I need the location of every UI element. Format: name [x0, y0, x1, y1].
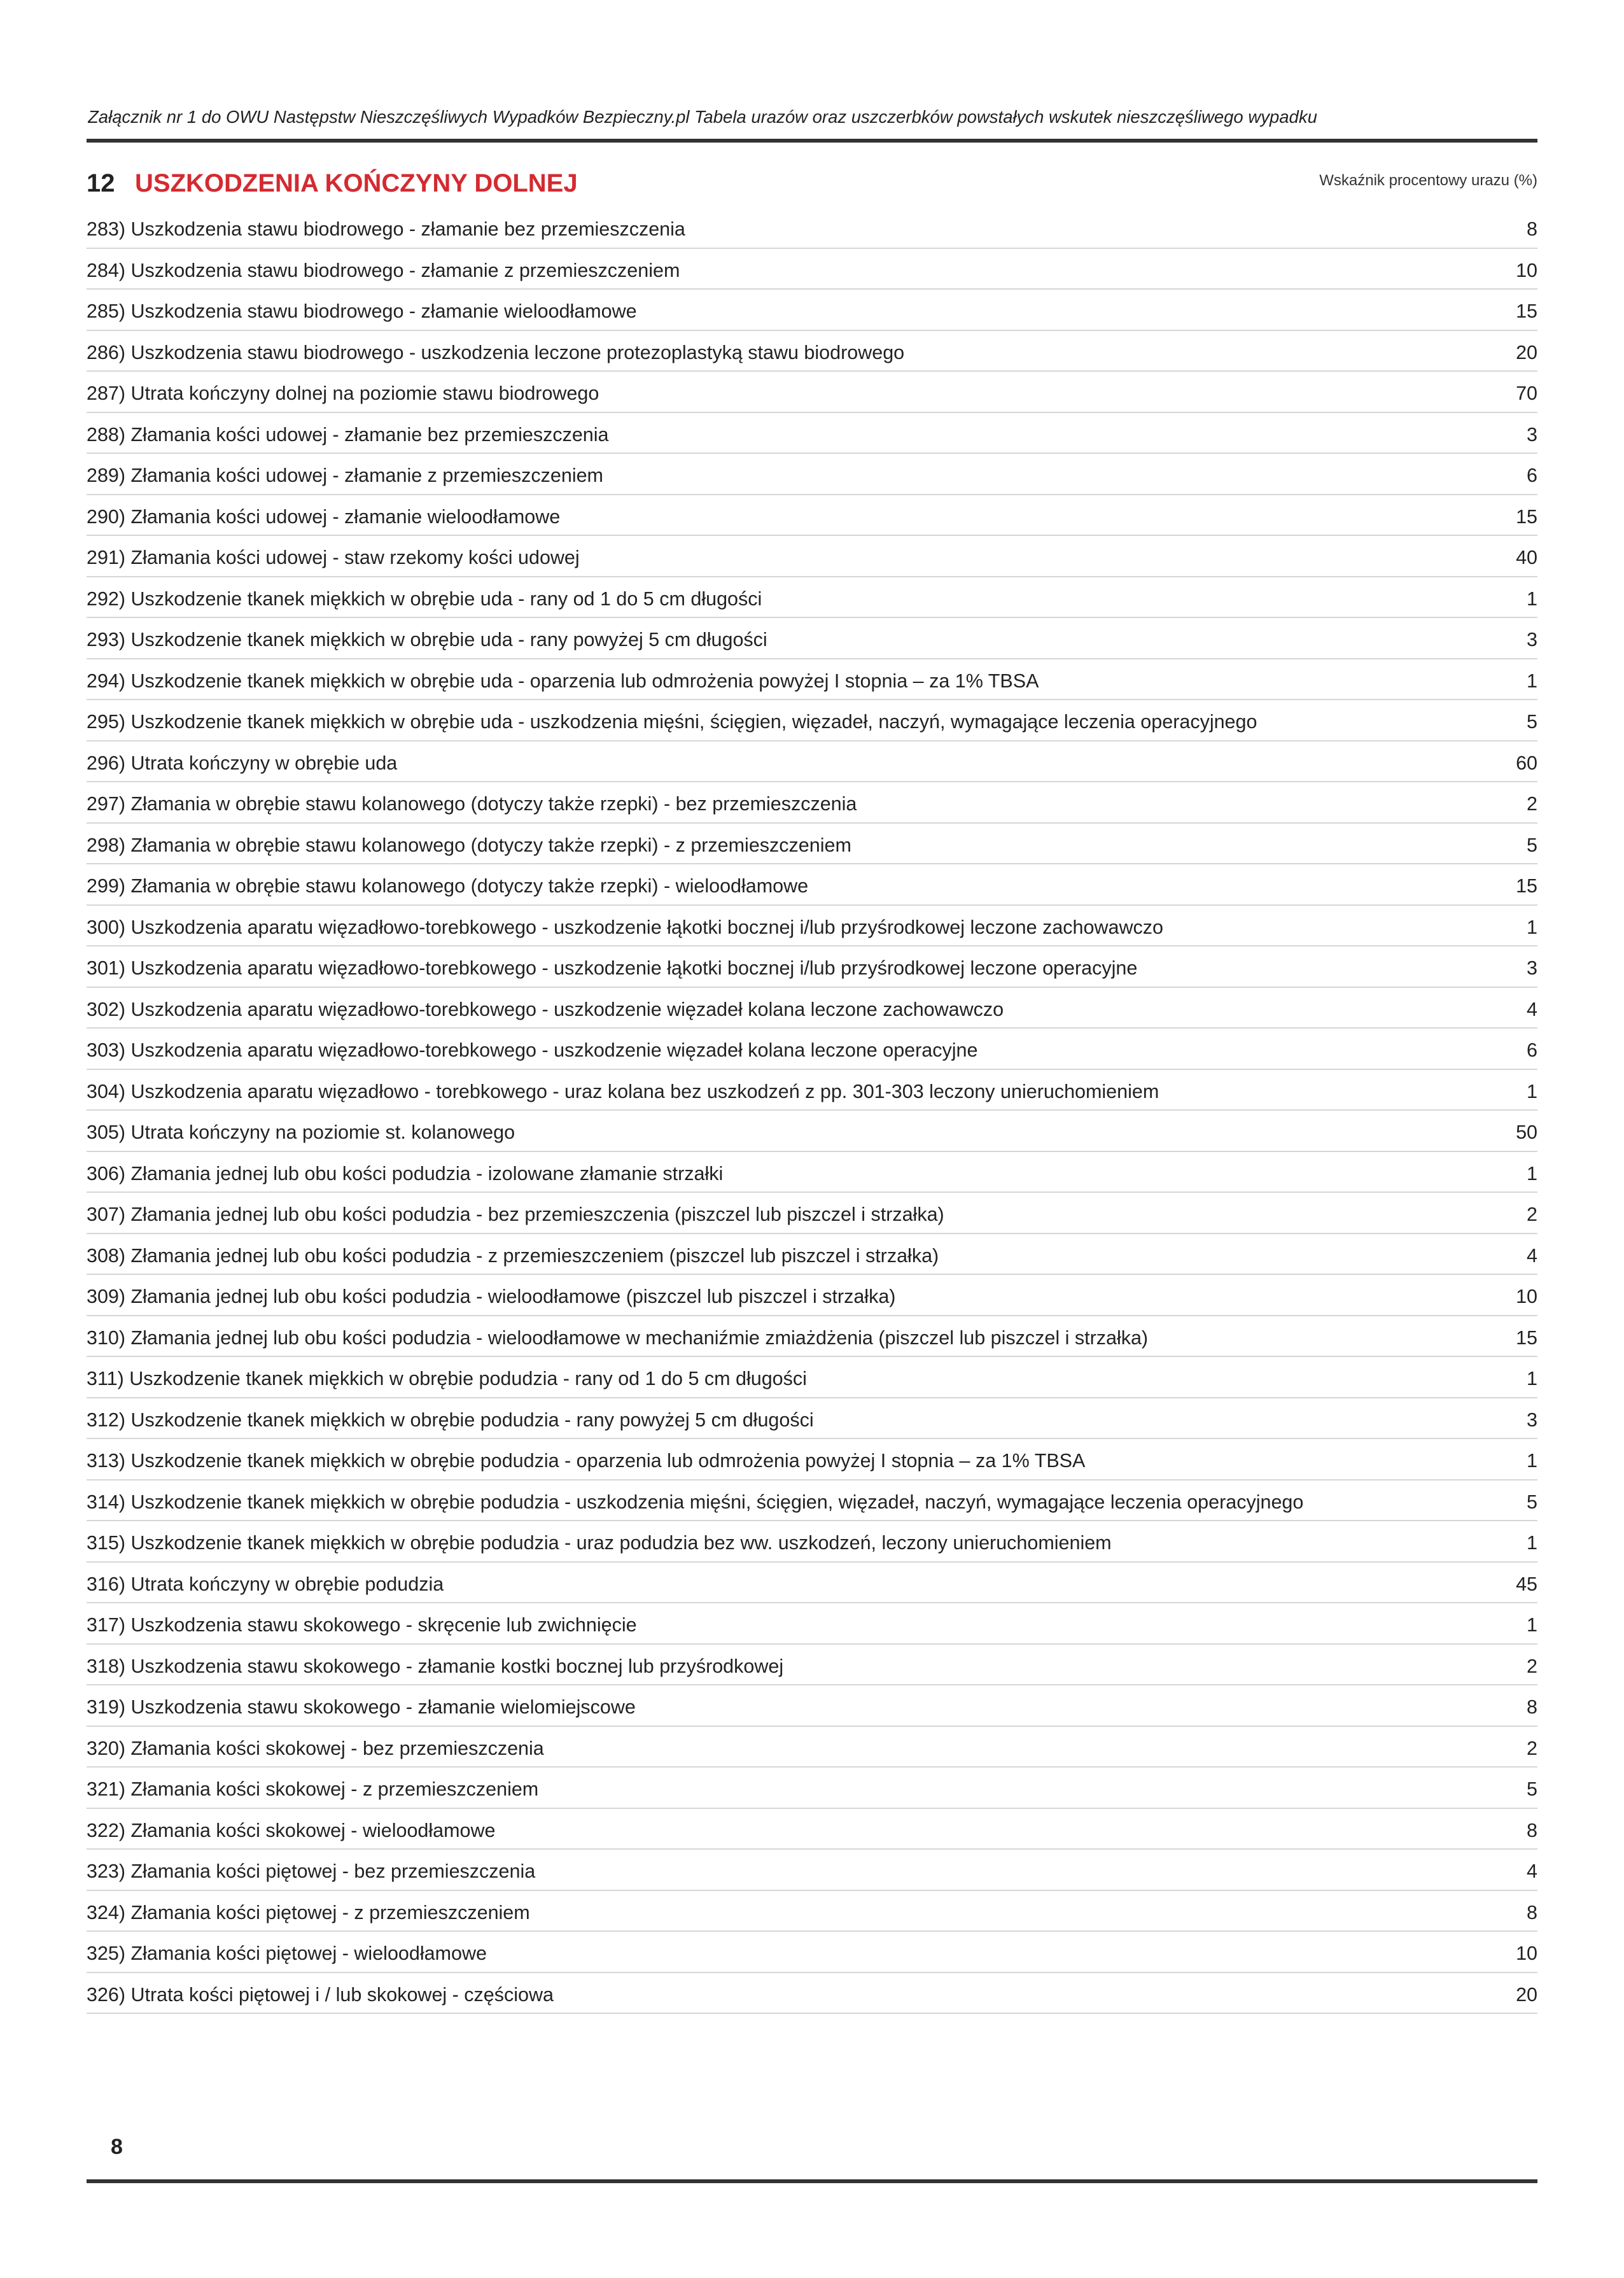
injury-description: 295) Uszkodzenie tkanek miękkich w obrębie uda - uszkodzenia mięśni, ścięgien, więzadeł, naczyń, wymagające leczenia operacyjnego [87, 711, 1257, 733]
injury-description: 314) Uszkodzenie tkanek miękkich w obrębie podudzia - uszkodzenia mięśni, ścięgien, więzadeł, naczyń, wymagające leczenia operacyjnego [87, 1491, 1304, 1513]
injury-description: 288) Złamania kości udowej - złamanie bez przemieszczenia [87, 423, 609, 446]
injury-percentage: 8 [1527, 1901, 1537, 1923]
injury-percentage: 5 [1527, 834, 1537, 856]
table-row [87, 331, 1537, 372]
injury-percentage: 5 [1527, 711, 1537, 733]
injury-percentage: 6 [1527, 1039, 1537, 1061]
injury-percentage: 3 [1527, 629, 1537, 650]
injury-percentage: 1 [1527, 670, 1537, 692]
table-row [87, 988, 1537, 1029]
table-row [87, 1809, 1537, 1850]
injury-percentage: 2 [1527, 1204, 1537, 1225]
injury-description: 310) Złamania jednej lub obu kości podudzia - wieloodłamowe w mechaniźmie zmiażdżenia (piszczel lub piszczel i strzałka) [87, 1326, 1149, 1349]
injury-description: 306) Złamania jednej lub obu kości podudzia - izolowane złamanie strzałki [87, 1162, 724, 1185]
table-row [87, 207, 1537, 249]
table-row [87, 1439, 1537, 1480]
injury-percentage: 15 [1516, 300, 1537, 322]
injury-description: 318) Uszkodzenia stawu skokowego - złamanie kostki bocznej lub przyśrodkowej [87, 1655, 784, 1677]
injury-table [87, 207, 1537, 2014]
injury-percentage: 8 [1527, 1819, 1537, 1841]
table-row [87, 1398, 1537, 1440]
injury-description: 317) Uszkodzenia stawu skokowego - skręcenie lub zwichnięcie [87, 1614, 637, 1636]
injury-percentage: 4 [1527, 998, 1537, 1020]
table-row [87, 454, 1537, 495]
injury-description: 320) Złamania kości skokowej - bez przemieszczenia [87, 1737, 544, 1759]
injury-description: 322) Złamania kości skokowej - wieloodłamowe [87, 1819, 496, 1841]
injury-percentage: 3 [1527, 1409, 1537, 1431]
table-row [87, 1645, 1537, 1686]
injury-percentage: 10 [1516, 259, 1537, 281]
injury-description: 299) Złamania w obrębie stawu kolanowego (dotyczy także rzepki) - wieloodłamowe [87, 875, 809, 897]
injury-description: 297) Złamania w obrębie stawu kolanowego (dotyczy także rzepki) - bez przemieszczenia [87, 793, 857, 815]
injury-percentage: 40 [1516, 547, 1537, 568]
injury-percentage: 15 [1516, 875, 1537, 897]
table-row [87, 1768, 1537, 1809]
injury-percentage: 5 [1527, 1778, 1537, 1800]
injury-percentage: 1 [1527, 587, 1537, 610]
section-number: 12 [87, 169, 115, 197]
injury-percentage: 3 [1527, 957, 1537, 979]
injury-description: 293) Uszkodzenie tkanek miękkich w obrębie uda - rany powyżej 5 cm długości [87, 629, 767, 650]
injury-description: 324) Złamania kości piętowej - z przemieszczeniem [87, 1901, 530, 1923]
injury-description: 294) Uszkodzenie tkanek miękkich w obrębie uda - oparzenia lub odmrożenia powyżej I stopnia – za 1% TBSA [87, 670, 1039, 692]
table-row [87, 782, 1537, 824]
table-row [87, 1234, 1537, 1276]
table-row [87, 577, 1537, 619]
table-row [87, 946, 1537, 988]
table-row [87, 1357, 1537, 1398]
table-row [87, 1316, 1537, 1358]
table-row [87, 290, 1537, 331]
injury-percentage: 4 [1527, 1244, 1537, 1267]
injury-description: 300) Uszkodzenia aparatu więzadłowo-torebkowego - uszkodzenie łąkotki bocznej i/lub przyśrodkowej leczone zachowawczo [87, 916, 1163, 938]
injury-description: 285) Uszkodzenia stawu biodrowego - złamanie wieloodłamowe [87, 300, 637, 322]
table-row [87, 495, 1537, 537]
injury-description: 287) Utrata kończyny dolnej na poziomie stawu biodrowego [87, 383, 599, 404]
injury-percentage: 2 [1527, 1737, 1537, 1759]
injury-percentage: 1 [1527, 916, 1537, 938]
injury-description: 326) Utrata kości piętowej i / lub skokowej - częściowa [87, 1983, 554, 2006]
injury-description: 315) Uszkodzenie tkanek miękkich w obrębie podudzia - uraz podudzia bez ww. uszkodzeń, leczony unieruchomieniem [87, 1532, 1112, 1554]
injury-percentage: 3 [1527, 423, 1537, 446]
injury-percentage: 8 [1527, 1696, 1537, 1718]
table-row [87, 700, 1537, 742]
injury-description: 291) Złamania kości udowej - staw rzekomy kości udowej [87, 547, 580, 568]
table-row [87, 1275, 1537, 1316]
table-row [87, 1727, 1537, 1768]
table-row [87, 1685, 1537, 1727]
document-header-note: Załącznik nr 1 do OWU Następstw Nieszczęśliwych Wypadków Bezpieczny.pl Tabela urazów oraz uszczerbków powstałych wskutek nieszczęśliwego wypadku [88, 107, 1317, 127]
injury-percentage: 1 [1527, 1080, 1537, 1102]
injury-percentage: 20 [1516, 1983, 1537, 2006]
injury-description: 311) Uszkodzenie tkanek miękkich w obrębie podudzia - rany od 1 do 5 cm długości [87, 1368, 807, 1389]
injury-description: 301) Uszkodzenia aparatu więzadłowo-torebkowego - uszkodzenie łąkotki bocznej i/lub przyśrodkowej leczone operacyjne [87, 957, 1138, 979]
table-row [87, 742, 1537, 783]
table-row [87, 1932, 1537, 1973]
table-row [87, 1563, 1537, 1604]
injury-description: 290) Złamania kości udowej - złamanie wieloodłamowe [87, 505, 561, 528]
injury-description: 302) Uszkodzenia aparatu więzadłowo-torebkowego - uszkodzenie więzadeł kolana leczone zachowawczo [87, 998, 1004, 1020]
injury-percentage: 2 [1527, 1655, 1537, 1677]
injury-percentage: 60 [1516, 752, 1537, 774]
injury-description: 303) Uszkodzenia aparatu więzadłowo-torebkowego - uszkodzenie więzadeł kolana leczone operacyjne [87, 1039, 978, 1061]
section-title: USZKODZENIA KOŃCZYNY DOLNEJ [135, 169, 578, 197]
injury-description: 289) Złamania kości udowej - złamanie z przemieszczeniem [87, 465, 603, 486]
injury-description: 319) Uszkodzenia stawu skokowego - złamanie wielomiejscowe [87, 1696, 636, 1718]
injury-percentage: 1 [1527, 1368, 1537, 1389]
injury-description: 296) Utrata kończyny w obrębie uda [87, 752, 398, 774]
table-row [87, 1193, 1537, 1234]
injury-description: 321) Złamania kości skokowej - z przemieszczeniem [87, 1778, 539, 1800]
table-row [87, 824, 1537, 865]
injury-percentage: 10 [1516, 1286, 1537, 1307]
injury-percentage: 45 [1516, 1573, 1537, 1595]
injury-description: 286) Uszkodzenia stawu biodrowego - uszkodzenia leczone protezoplastyką stawu biodrowego [87, 341, 905, 363]
table-row [87, 413, 1537, 454]
table-row [87, 1521, 1537, 1563]
injury-description: 307) Złamania jednej lub obu kości podudzia - bez przemieszczenia (piszczel lub piszczel i strzałka) [87, 1204, 944, 1225]
injury-percentage: 20 [1516, 341, 1537, 363]
table-row [87, 1603, 1537, 1645]
injury-description: 325) Złamania kości piętowej - wieloodłamowe [87, 1943, 487, 1964]
injury-description: 316) Utrata kończyny w obrębie podudzia [87, 1573, 444, 1595]
injury-percentage: 50 [1516, 1121, 1537, 1143]
injury-percentage: 1 [1527, 1450, 1537, 1472]
footer-divider [87, 2179, 1537, 2183]
injury-description: 323) Złamania kości piętowej - bez przemieszczenia [87, 1860, 536, 1882]
injury-percentage: 2 [1527, 793, 1537, 815]
injury-percentage: 15 [1516, 505, 1537, 528]
injury-description: 298) Złamania w obrębie stawu kolanowego (dotyczy także rzepki) - z przemieszczeniem [87, 834, 851, 856]
injury-description: 313) Uszkodzenie tkanek miękkich w obrębie podudzia - oparzenia lub odmrożenia powyżej I stopnia – za 1% TBSA [87, 1450, 1086, 1472]
table-row [87, 372, 1537, 413]
injury-percentage: 6 [1527, 465, 1537, 486]
injury-percentage: 15 [1516, 1326, 1537, 1349]
table-row [87, 1480, 1537, 1522]
injury-percentage: 8 [1527, 218, 1537, 240]
injury-percentage: 5 [1527, 1491, 1537, 1513]
table-row [87, 249, 1537, 290]
table-row [87, 536, 1537, 577]
injury-percentage: 1 [1527, 1162, 1537, 1185]
injury-percentage: 10 [1516, 1943, 1537, 1964]
table-row [87, 1111, 1537, 1152]
injury-description: 308) Złamania jednej lub obu kości podudzia - z przemieszczeniem (piszczel lub piszczel i strzałka) [87, 1244, 939, 1267]
injury-percentage: 1 [1527, 1532, 1537, 1554]
table-row [87, 1152, 1537, 1193]
header-divider [87, 139, 1537, 143]
injury-percentage: 1 [1527, 1614, 1537, 1636]
table-row [87, 906, 1537, 947]
table-row [87, 1070, 1537, 1111]
table-row [87, 1891, 1537, 1932]
table-row [87, 1029, 1537, 1070]
table-row [87, 618, 1537, 659]
injury-description: 284) Uszkodzenia stawu biodrowego - złamanie z przemieszczeniem [87, 259, 680, 281]
page-number: 8 [111, 2135, 123, 2159]
table-row [87, 1850, 1537, 1891]
injury-percentage: 4 [1527, 1860, 1537, 1882]
table-row [87, 659, 1537, 701]
section-heading [87, 167, 1537, 207]
injury-description: 305) Utrata kończyny na poziomie st. kolanowego [87, 1121, 515, 1143]
injury-description: 309) Złamania jednej lub obu kości podudzia - wieloodłamowe (piszczel lub piszczel i strzałka) [87, 1286, 896, 1307]
percentage-column-label: Wskaźnik procentowy urazu (%) [1319, 172, 1537, 189]
injury-percentage: 70 [1516, 383, 1537, 404]
injury-description: 304) Uszkodzenia aparatu więzadłowo - torebkowego - uraz kolana bez uszkodzeń z pp. 301-303 leczony unieruchomieniem [87, 1080, 1159, 1102]
injury-description: 312) Uszkodzenie tkanek miękkich w obrębie podudzia - rany powyżej 5 cm długości [87, 1409, 814, 1431]
injury-description: 292) Uszkodzenie tkanek miękkich w obrębie uda - rany od 1 do 5 cm długości [87, 587, 762, 610]
injury-description: 283) Uszkodzenia stawu biodrowego - złamanie bez przemieszczenia [87, 218, 685, 240]
table-row [87, 1973, 1537, 2014]
table-row [87, 864, 1537, 906]
